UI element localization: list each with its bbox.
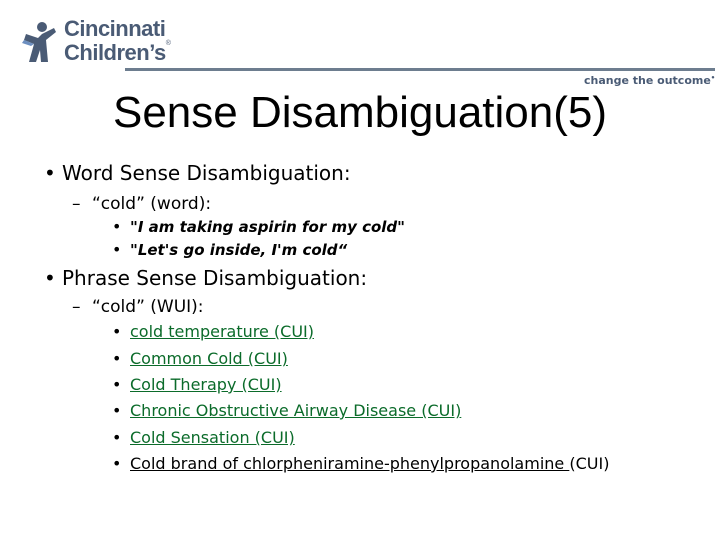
cincinnati-childrens-logo-icon — [22, 20, 58, 64]
tagline: change the outcome• — [584, 74, 716, 87]
cui-link-3[interactable]: • Cold Therapy (CUI) — [112, 375, 282, 394]
bullet-2-sub: – “cold” (WUI): — [72, 297, 204, 317]
bullet-1-item-2: • "Let's go inside, I'm cold“ — [112, 240, 348, 259]
bullet-1: • Word Sense Disambiguation: — [44, 161, 351, 185]
cui-link-2[interactable]: • Common Cold (CUI) — [112, 349, 288, 368]
bullet-1-sub: – “cold” (word): — [72, 194, 212, 214]
bullet-1-item-1: • "I am taking aspirin for my cold" — [112, 217, 405, 236]
cui-link-4[interactable]: • Chronic Obstructive Airway Disease (CUI) — [112, 401, 462, 420]
header-rule — [125, 68, 715, 71]
cui-link-5[interactable]: • Cold Sensation (CUI) — [112, 428, 295, 447]
logo-line2: Children’s® — [64, 40, 171, 65]
logo-line1: Cincinnati — [64, 16, 166, 41]
slide-title: Sense Disambiguation(5) — [112, 88, 608, 137]
cui-link-6[interactable]: • Cold brand of chlorpheniramine-phenylpropanolamine (CUI) — [112, 454, 610, 473]
bullet-2: • Phrase Sense Disambiguation: — [44, 266, 368, 290]
cui-link-1[interactable]: • cold temperature (CUI) — [112, 322, 315, 341]
